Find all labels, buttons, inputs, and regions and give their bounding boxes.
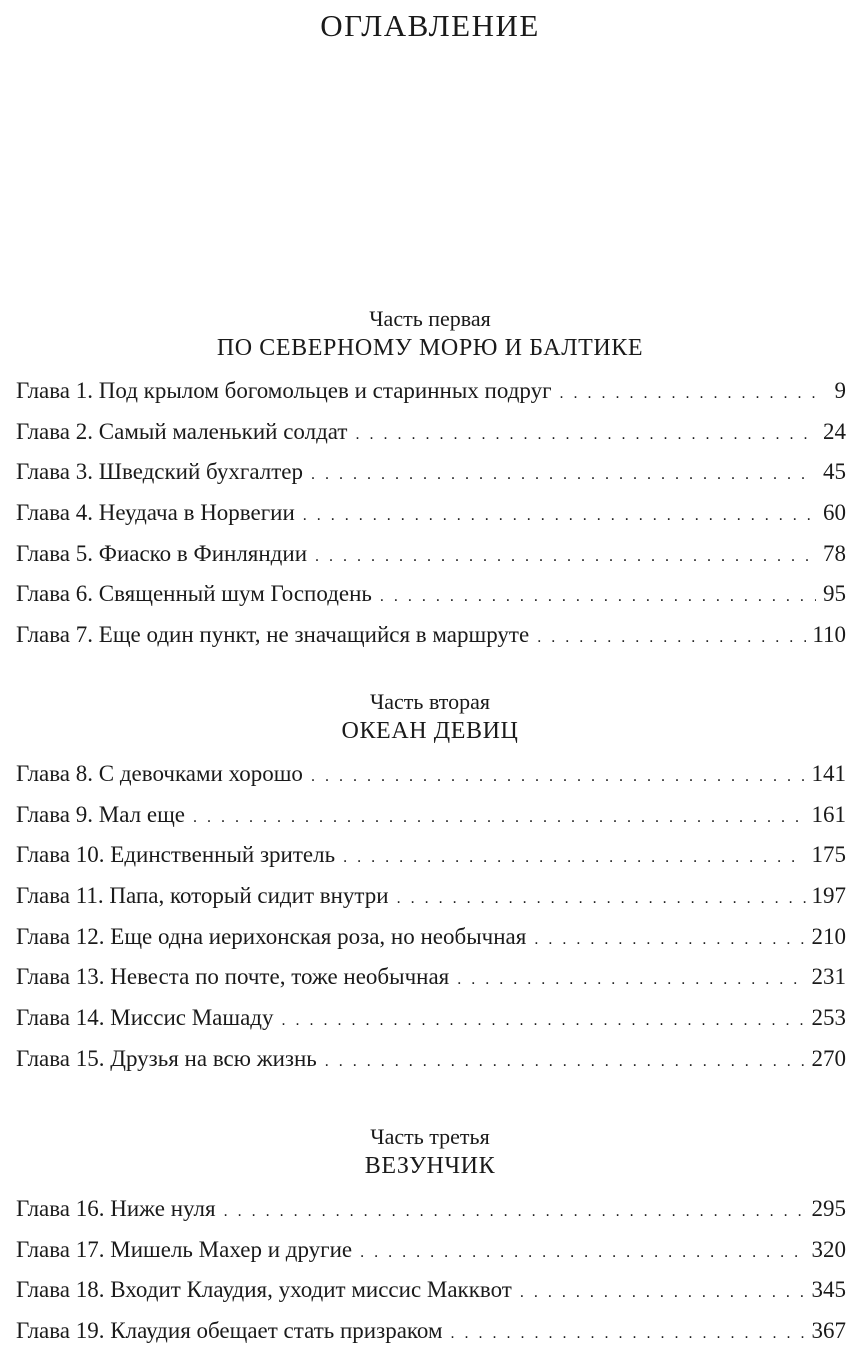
page-number: 95 — [823, 581, 846, 607]
page-number: 197 — [811, 883, 846, 909]
page-number: 141 — [811, 761, 846, 786]
page-number: 210 — [811, 923, 846, 949]
page-number: 231 — [811, 964, 846, 990]
toc-entry[interactable] — [0, 1234, 860, 1275]
toc-entry[interactable] — [0, 456, 860, 497]
chapter-title: Глава 8. С девочками хорошо — [16, 761, 303, 786]
chapter-title: Глава 9. Мал еще — [16, 801, 185, 827]
toc-entry[interactable] — [0, 416, 860, 457]
part-1 — [0, 305, 860, 660]
page-number: 367 — [811, 1318, 846, 1344]
chapter-title: Глава 19. Клаудия обещает стать призраком — [16, 1318, 443, 1344]
chapter-title: Глава 15. Друзья на всю жизнь — [16, 1045, 317, 1071]
page-number: 161 — [811, 801, 846, 827]
page-number: 110 — [812, 622, 846, 648]
chapter-title: Глава 3. Шведский бухгалтер — [16, 459, 303, 485]
toc-entry[interactable] — [0, 1315, 860, 1356]
page-number: 9 — [834, 378, 846, 403]
dot-leader — [534, 924, 805, 956]
toc-entry[interactable] — [0, 1043, 860, 1084]
dot-leader — [451, 1318, 806, 1350]
chapter-title: Глава 5. Фиаско в Финляндии — [16, 540, 308, 566]
dot-leader — [311, 761, 806, 793]
page-number: 60 — [823, 500, 846, 526]
page-number: 320 — [811, 1236, 846, 1262]
toc-entry[interactable] — [0, 961, 860, 1002]
dot-leader — [315, 541, 816, 573]
chapter-title: Глава 13. Невеста по почте, тоже необычная — [16, 964, 450, 990]
chapter-title: Глава 18. Входит Клаудия, уходит миссис Макквот — [16, 1277, 512, 1303]
toc-entry[interactable] — [0, 880, 860, 921]
page-number: 175 — [811, 842, 846, 868]
chapter-list — [0, 1193, 860, 1356]
toc-entry[interactable] — [0, 578, 860, 619]
chapter-title: Глава 2. Самый маленький солдат — [16, 418, 348, 444]
page-number: 345 — [811, 1277, 846, 1303]
part-label: Часть третья — [370, 1124, 490, 1149]
part-2 — [0, 688, 860, 1084]
toc-entry[interactable] — [0, 497, 860, 538]
part-3 — [0, 1123, 860, 1356]
toc-entry[interactable] — [0, 758, 860, 799]
toc-entry[interactable] — [0, 619, 860, 660]
chapter-list — [0, 758, 860, 1084]
dot-leader — [224, 1196, 806, 1228]
chapter-title: Глава 12. Еще одна иерихонская роза, но необычная — [16, 923, 527, 949]
chapter-title: Глава 10. Единственный зритель — [16, 842, 336, 868]
page-number: 45 — [823, 459, 846, 485]
dot-leader — [380, 581, 816, 613]
page-number: 24 — [823, 418, 846, 444]
chapter-title: Глава 11. Папа, который сидит внутри — [16, 883, 389, 909]
page-number: 78 — [823, 540, 846, 566]
toc-entry[interactable] — [0, 1193, 860, 1234]
dot-leader — [560, 378, 816, 410]
dot-leader — [537, 622, 806, 654]
toc-entry[interactable] — [0, 538, 860, 579]
dot-leader — [311, 459, 816, 491]
page-number: 253 — [811, 1005, 846, 1031]
toc-entry[interactable] — [0, 921, 860, 962]
toc-entry[interactable] — [0, 1274, 860, 1315]
part-label: Часть вторая — [369, 689, 491, 714]
chapter-title: Глава 14. Миссис Машаду — [16, 1005, 274, 1031]
dot-leader — [325, 1046, 806, 1078]
part-title: ПО СЕВЕРНОМУ МОРЮ И БАЛТИКЕ — [216, 335, 644, 361]
chapter-title: Глава 6. Священный шум Господень — [16, 581, 372, 607]
dot-leader — [360, 1237, 805, 1269]
chapter-title: Глава 4. Неудача в Норвегии — [16, 500, 295, 526]
dot-leader — [303, 500, 816, 532]
dot-leader — [355, 419, 816, 451]
toc-entry[interactable] — [0, 839, 860, 880]
dot-leader — [193, 802, 806, 834]
dot-leader — [397, 883, 806, 915]
page-number: 295 — [811, 1196, 846, 1221]
dot-leader — [457, 964, 805, 996]
dot-leader — [343, 842, 805, 874]
dot-leader — [520, 1277, 806, 1309]
page-number: 270 — [811, 1045, 846, 1071]
page-title: ОГЛАВЛЕНИЕ — [320, 8, 540, 43]
chapter-title: Глава 16. Ниже нуля — [16, 1196, 216, 1221]
dot-leader — [282, 1005, 806, 1037]
part-title: ОКЕАН ДЕВИЦ — [341, 718, 519, 744]
toc-entry[interactable] — [0, 799, 860, 840]
chapter-title: Глава 17. Мишель Махер и другие — [16, 1236, 353, 1262]
toc-entry[interactable] — [0, 375, 860, 416]
chapter-list — [0, 375, 860, 660]
part-title: ВЕЗУНЧИК — [364, 1153, 496, 1179]
toc-entry[interactable] — [0, 1002, 860, 1043]
part-label: Часть первая — [369, 306, 491, 331]
chapter-title: Глава 7. Еще один пункт, не значащийся в маршруте — [16, 622, 530, 648]
chapter-title: Глава 1. Под крылом богомольцев и старинных подруг — [16, 378, 552, 403]
